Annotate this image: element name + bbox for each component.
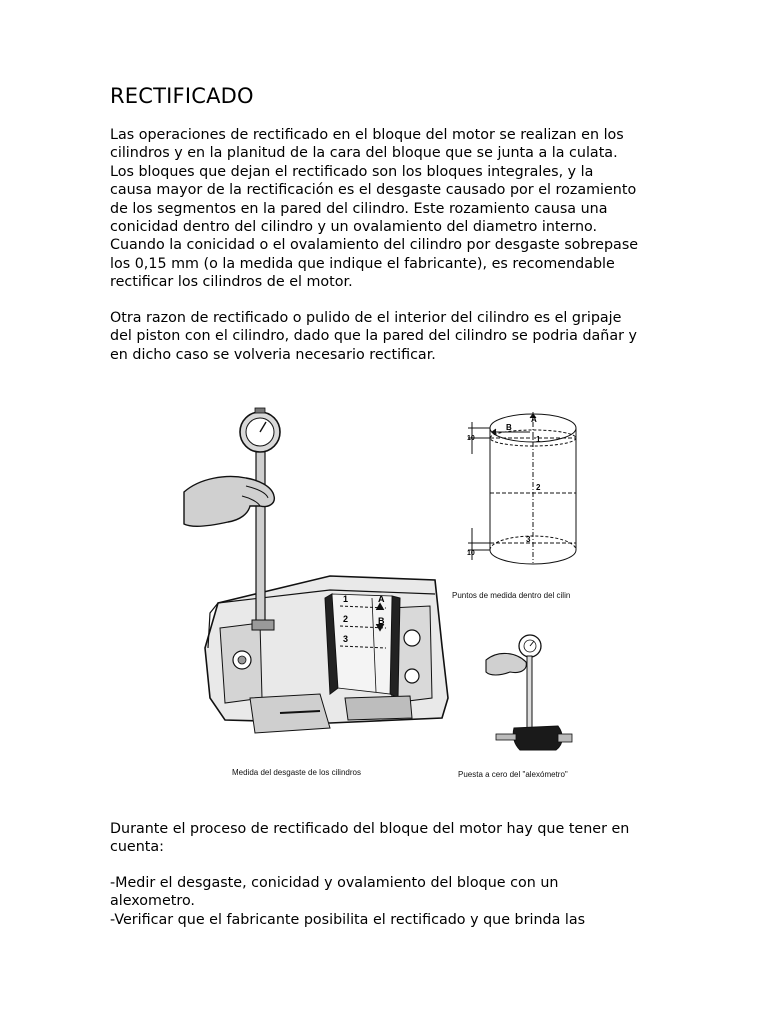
text-line: de los segmentos en la pared del cilindro. Este rozamiento causa una [110, 200, 608, 217]
text-line: Cuando la conicidad o el ovalamiento del cilindro por desgaste sobrepase [110, 237, 639, 254]
list-item: -Verificar que el fabricante posibilita el rectificado y que brinda las [110, 911, 586, 928]
cylinder-axis-a: A [531, 415, 537, 424]
list-item: alexometro. [110, 893, 195, 910]
second-paragraph [110, 309, 662, 364]
figure-caption-main: Medida del desgaste de los cilindros [232, 768, 361, 777]
block-label-2: 2 [343, 614, 349, 624]
figure-caption-cylinder: Puntos de medida dentro del cilin [452, 591, 571, 600]
text-line: Los bloques que dejan el rectificado son los bloques integrales, y la [110, 163, 594, 180]
gauge-zeroing-drawing [486, 635, 572, 750]
cylinder-offset-bottom: 10 [467, 550, 475, 557]
cylinder-measurement-figure [180, 398, 600, 788]
text-line: cuenta: [110, 839, 164, 856]
cylinder-point-2: 2 [536, 483, 541, 492]
block-label-3: 3 [343, 634, 349, 644]
text-line: Durante el proceso de rectificado del bloque del motor hay que tener en [110, 821, 630, 837]
cylinder-axis-b: B [506, 423, 512, 432]
block-label-1: 1 [343, 594, 349, 604]
text-line: cilindros y en la planitud de la cara del bloque que se junta a la culata. [110, 145, 618, 162]
cylinder-point-3: 3 [526, 535, 531, 544]
cylinder-offset-top: 10 [467, 435, 475, 442]
process-paragraph [110, 820, 662, 857]
block-label-b: B [378, 616, 385, 626]
figure-caption-zero: Puesta a cero del "alexómetro" [458, 770, 568, 779]
cylinder-diagram [468, 412, 576, 564]
block-label-a: A [378, 594, 385, 604]
text-line: causa mayor de la rectificación es el desgaste causado por el rozamiento [110, 182, 637, 199]
text-line: Otra razon de rectificado o pulido de el interior del cilindro es el gripaje [110, 310, 622, 326]
intro-paragraph [110, 126, 662, 292]
cylinder-point-1: 1 [536, 435, 541, 444]
text-line: conicidad dentro del cilindro y un ovalamiento del diametro interno. [110, 219, 598, 236]
text-line: rectificar los cilindros de el motor. [110, 274, 353, 291]
text-line: los 0,15 mm (o la medida que indique el fabricante), es recomendable [110, 255, 615, 272]
text-line: en dicho caso se volveria necesario rectificar. [110, 346, 436, 363]
text-line: Las operaciones de rectificado en el bloque del motor se realizan en los [110, 127, 624, 143]
requirements-list [110, 874, 662, 929]
document-title: RECTIFICADO [110, 84, 254, 108]
text-line: del piston con el cilindro, dado que la pared del cilindro se podria dañar y [110, 328, 637, 345]
list-item: -Medir el desgaste, conicidad y ovalamiento del bloque con un [110, 875, 559, 891]
engine-block-drawing [184, 408, 448, 733]
